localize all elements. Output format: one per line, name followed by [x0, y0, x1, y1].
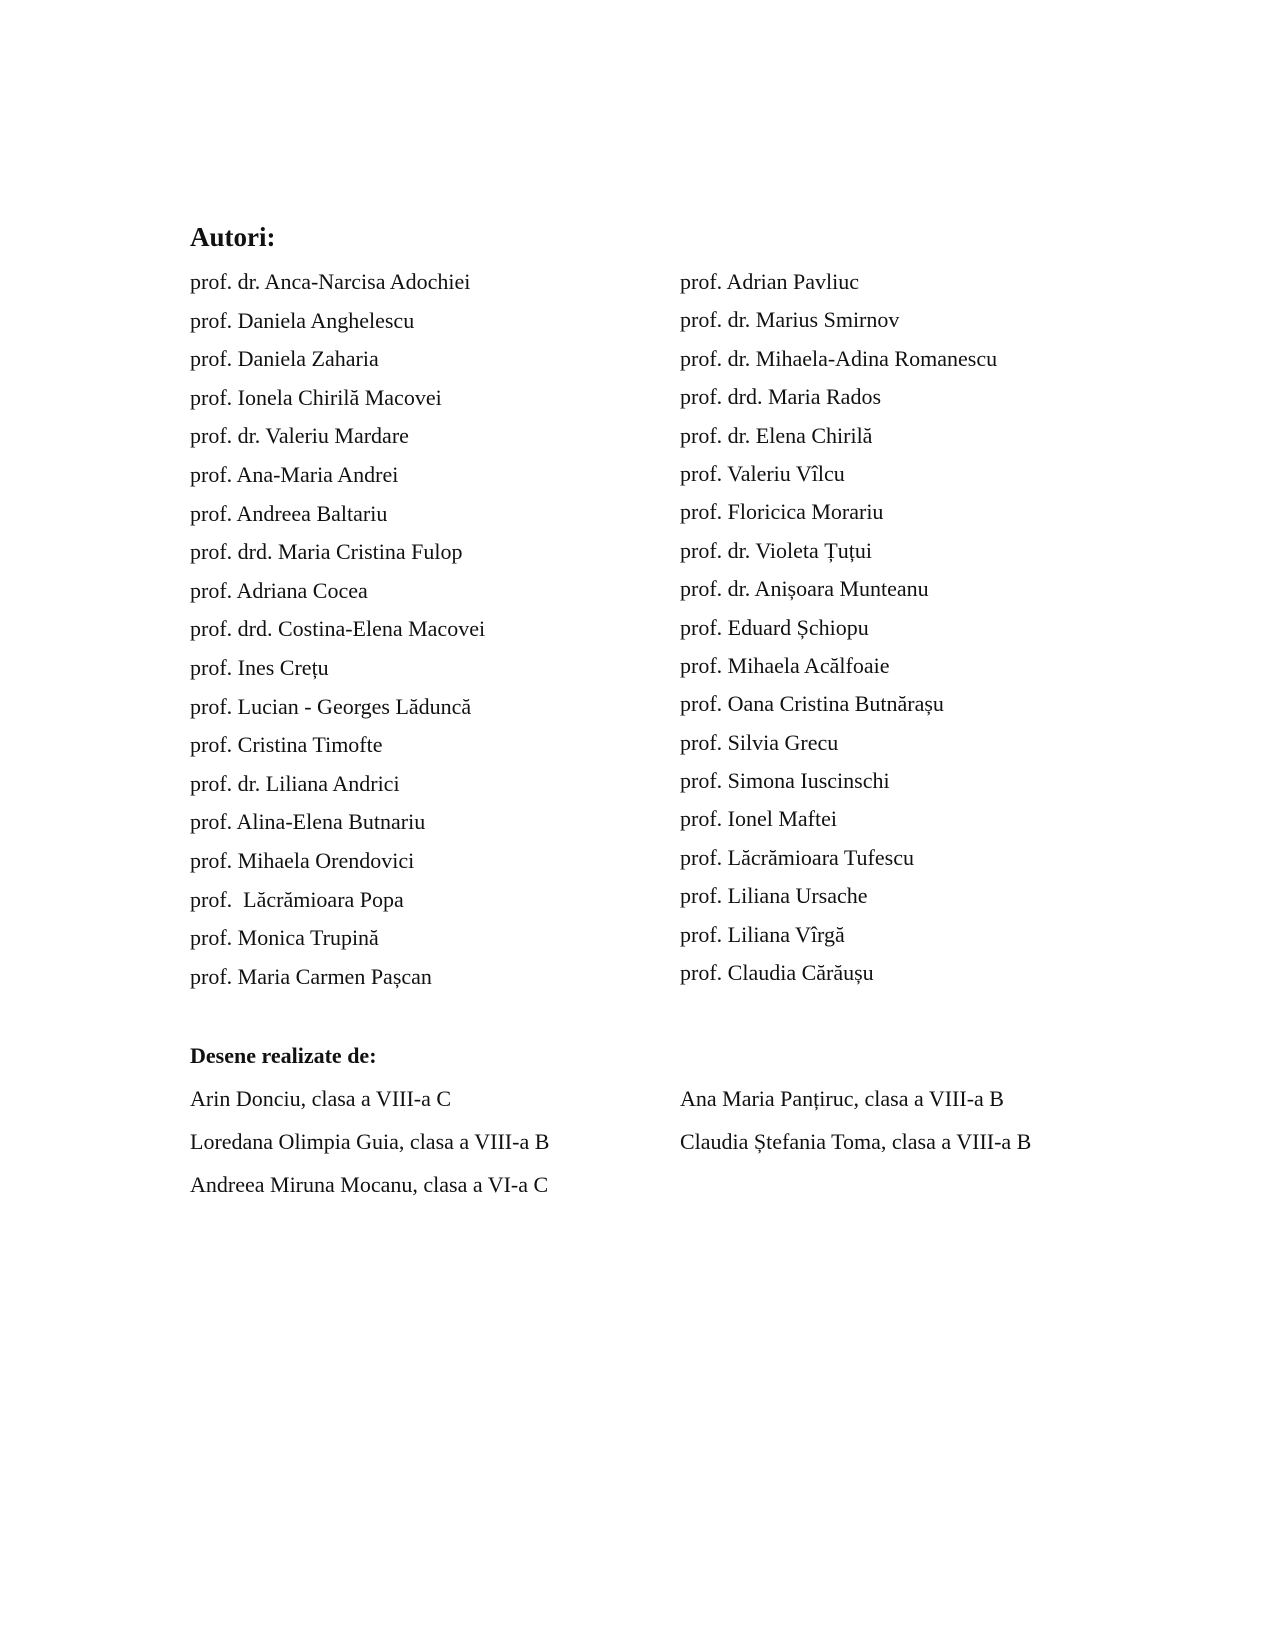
author-item: prof. dr. Liliana Andrici [190, 770, 400, 796]
author-item: prof. Alina-Elena Butnariu [190, 809, 426, 835]
author-item: prof. Adrian Pavliuc [680, 269, 860, 294]
author-item: prof. Cristina Timofte [190, 732, 383, 758]
author-item: prof. drd. Maria Cristina Fulop [190, 539, 463, 565]
author-item: prof. Adriana Cocea [190, 577, 368, 603]
author-item: prof. Ionela Chirilă Macovei [190, 384, 442, 410]
author-item: prof. Lucian - Georges Lăduncă [190, 693, 472, 719]
drawings-heading: Desene realizate de: [190, 1043, 377, 1068]
drawing-credit: Ana Maria Panțiruc, clasa a VIII-a B [680, 1086, 1004, 1111]
drawing-credit: Andreea Miruna Mocanu, clasa a VI-a C [190, 1172, 549, 1197]
author-item: prof. Mihaela Orendovici [190, 847, 415, 873]
author-item: prof. Simona Iuscinschi [680, 768, 890, 794]
author-item: prof. dr. Valeriu Mardare [190, 423, 409, 449]
drawing-credit: Arin Donciu, clasa a VIII-a C [190, 1086, 452, 1111]
author-item: prof. drd. Maria Rados [680, 384, 882, 410]
author-item: prof. Oana Cristina Butnărașu [680, 691, 944, 717]
authors-list-left [190, 263, 485, 996]
drawings-list-right [680, 1077, 1031, 1163]
author-item: prof. Ana-Maria Andrei [190, 461, 399, 487]
author-item: prof. Daniela Anghelescu [190, 307, 415, 333]
author-item: prof. dr. Anca-Narcisa Adochiei [190, 269, 471, 294]
author-item: prof. dr. Violeta Țuțui [680, 537, 872, 563]
author-item: prof. dr. Marius Smirnov [680, 307, 900, 333]
author-item: prof. Ionel Maftei [680, 806, 837, 832]
author-item: prof. Liliana Ursache [680, 883, 868, 909]
author-item: prof. Monica Trupină [190, 925, 379, 951]
author-item: prof. Eduard Șchiopu [680, 614, 869, 640]
author-item: prof. Valeriu Vîlcu [680, 460, 845, 486]
author-item: prof. Floricica Morariu [680, 499, 884, 525]
author-item: prof. Maria Carmen Pașcan [190, 963, 432, 989]
drawing-credit: Claudia Ștefania Toma, clasa a VIII-a B [680, 1129, 1032, 1154]
author-item: prof. Silvia Grecu [680, 729, 839, 755]
author-item: prof. drd. Costina-Elena Macovei [190, 616, 486, 642]
authors-list-right [680, 263, 997, 992]
author-item: prof. Ines Crețu [190, 654, 329, 680]
author-item: prof. dr. Elena Chirilă [680, 422, 873, 448]
drawings-list-left [190, 1077, 549, 1206]
author-item: prof. dr. Anișoara Munteanu [680, 576, 929, 602]
author-item: prof. Mihaela Acălfoaie [680, 652, 890, 678]
author-item: prof. Lăcrămioara Popa [190, 886, 404, 912]
drawing-credit: Loredana Olimpia Guia, clasa a VIII-a B [190, 1129, 550, 1154]
author-item: prof. Liliana Vîrgă [680, 921, 845, 947]
author-item: prof. Lăcrămioara Tufescu [680, 844, 914, 870]
author-item: prof. Daniela Zaharia [190, 346, 379, 372]
authors-heading: Autori: [190, 222, 276, 252]
author-item: prof. dr. Mihaela-Adina Romanescu [680, 345, 998, 371]
author-item: prof. Andreea Baltariu [190, 500, 388, 526]
author-item: prof. Claudia Cărăușu [680, 960, 874, 986]
